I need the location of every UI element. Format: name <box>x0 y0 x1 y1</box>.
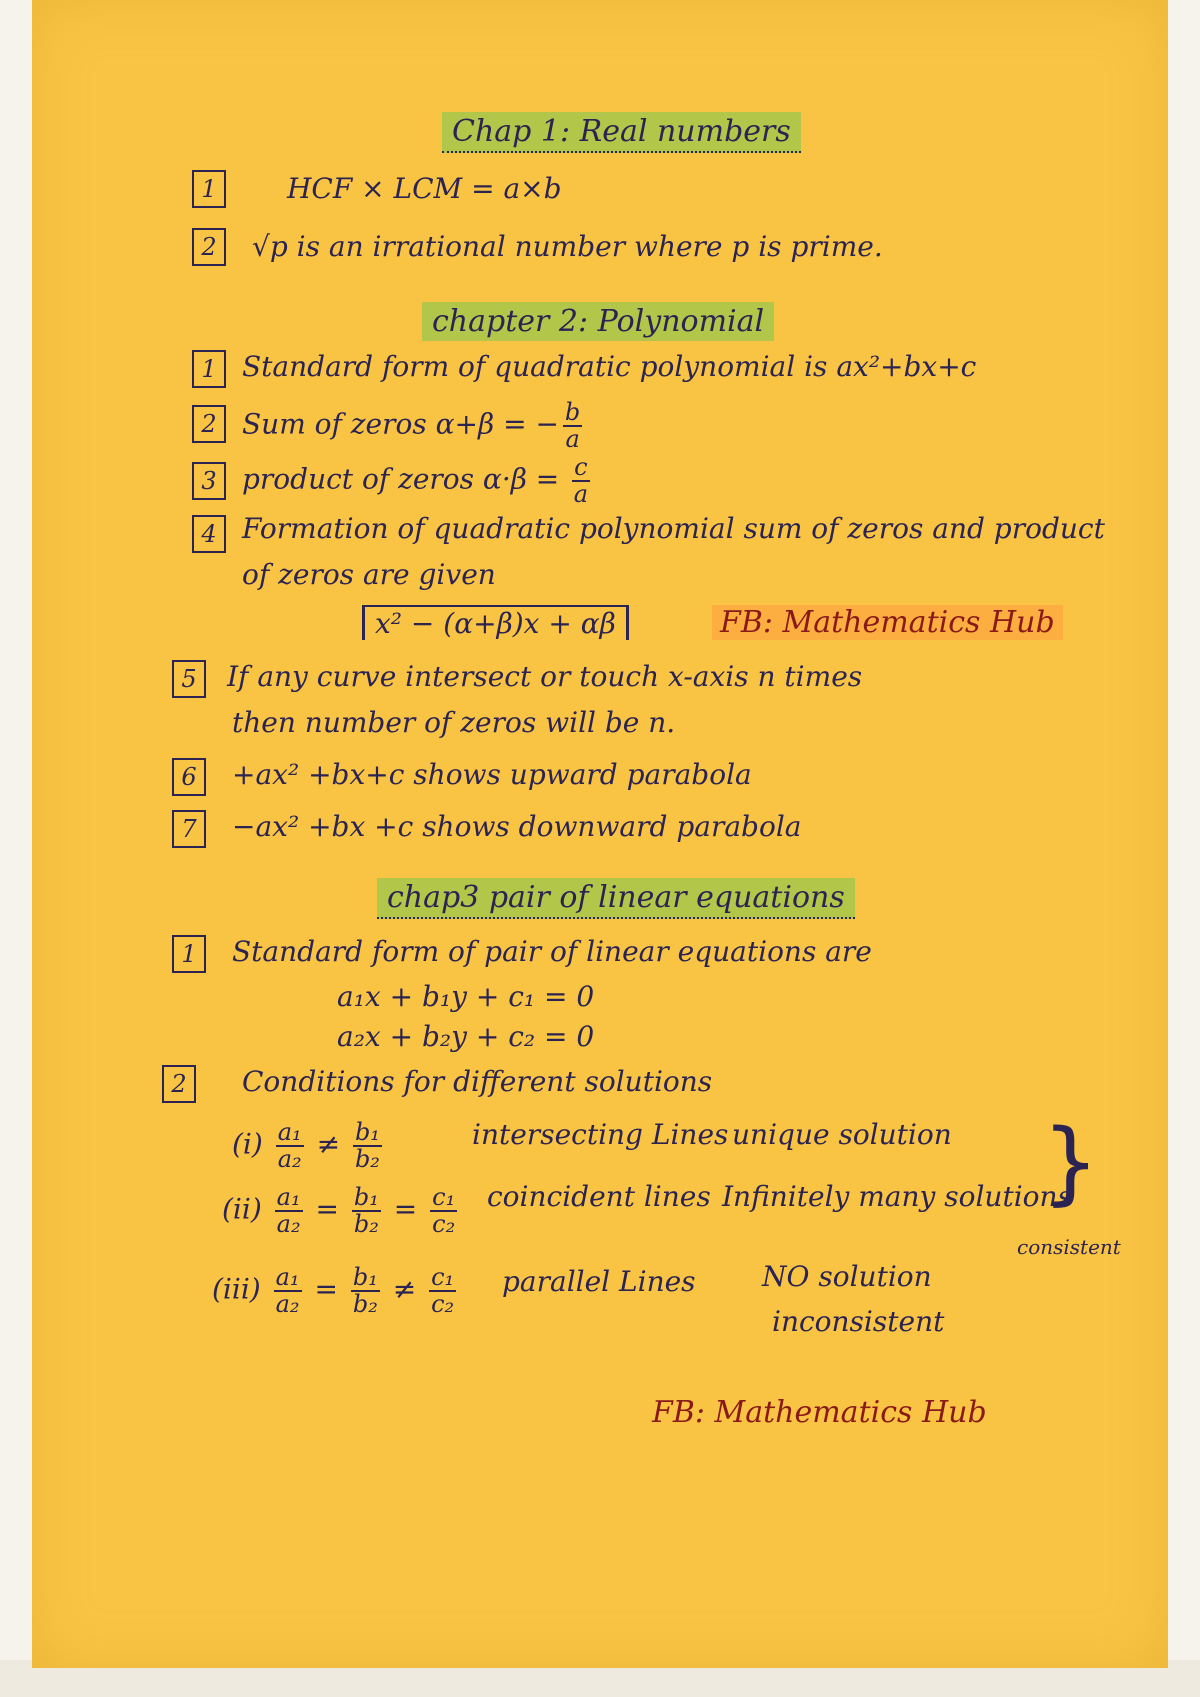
chap2-item1-text: Standard form of quadratic polynomial is ax²+bx+c <box>242 350 977 383</box>
chap2-item7-text: −ax² +bx +c shows downward parabola <box>232 810 802 843</box>
chap1-item2-number: 2 <box>192 228 226 266</box>
product-of-zeros-fraction <box>572 455 589 507</box>
notes-paper <box>32 0 1168 1668</box>
chap1-item1-text: HCF × LCM = a×b <box>287 172 562 205</box>
chap3-item2-number: 2 <box>162 1065 196 1103</box>
fb-watermark-middle: FB: Mathematics Hub <box>712 605 1063 640</box>
chap2-item6-text: +ax² +bx+c shows upward parabola <box>232 758 752 791</box>
condition-2-result: Infinitely many solutions <box>722 1180 1072 1213</box>
product-fraction-numerator: c <box>574 453 588 481</box>
condition-2-label: (ii) <box>222 1192 262 1226</box>
chap2-item4-number: 4 <box>192 515 226 553</box>
condition-1-frac-b: $\frac{\text{b₁}}{\text{b₂}}$ <box>354 1118 380 1174</box>
condition-3-relation: = <box>314 1272 338 1306</box>
product-of-zeros-label: product of zeros α·β = <box>242 462 569 496</box>
condition-2-frac-c: $\frac{\text{c₁}}{\text{c₂}}$ <box>432 1183 456 1239</box>
condition-1-label: (i) <box>232 1127 263 1161</box>
page-margin-right <box>1168 0 1200 1697</box>
condition-3-frac-c: $\frac{\text{c₁}}{\text{c₂}}$ <box>431 1263 455 1319</box>
consistent-brace: } <box>1042 1110 1100 1215</box>
product-fraction-denominator: a <box>573 480 589 509</box>
condition-1 <box>232 1120 386 1172</box>
linear-equation-2: a₂x + b₂y + c₂ = 0 <box>337 1020 595 1053</box>
fb-watermark-footer: FB: Mathematics Hub <box>652 1395 987 1430</box>
chap3-heading: chap3 pair of linear equations <box>377 878 855 919</box>
sum-fraction-numerator: b <box>564 398 581 426</box>
chap2-item2-number: 2 <box>192 405 226 443</box>
chap1-item2-text: √p is an irrational number where p is prime. <box>252 230 883 263</box>
sum-of-zeros-fraction <box>563 400 582 452</box>
chap2-item7-number: 7 <box>172 810 206 848</box>
page-margin-left <box>0 0 32 1697</box>
inconsistent-label: inconsistent <box>772 1305 945 1338</box>
chap2-item4-text-cont: of zeros are given <box>242 558 496 591</box>
chap3-item2-text: Conditions for different solutions <box>242 1065 713 1098</box>
sum-of-zeros-sign: − <box>535 407 559 441</box>
condition-3: (iii) $\frac{\text{a₁}}{\text{a₂}}$ = $\frac{\text{b₁}}{\text{b₂}}$ ≠ $\frac{\text{c₁}}{\text{c₂}}$ <box>212 1263 455 1319</box>
condition-3-desc: parallel Lines <box>502 1265 696 1298</box>
chap3-item1-text: Standard form of pair of linear equations are <box>232 935 872 968</box>
condition-3-frac-a: $\frac{\text{a₁}}{\text{a₂}}$ <box>275 1263 300 1319</box>
chap2-item1-number: 1 <box>192 350 226 388</box>
chap2-item3-text <box>242 455 594 507</box>
chap2-heading: chapter 2: Polynomial <box>422 302 774 341</box>
chap2-item5-number: 5 <box>172 660 206 698</box>
linear-equation-1: a₁x + b₁y + c₁ = 0 <box>337 980 595 1013</box>
chap2-item6-number: 6 <box>172 758 206 796</box>
condition-2-frac-a: $\frac{\text{a₁}}{\text{a₂}}$ <box>276 1183 301 1239</box>
chap2-item5-text: If any curve intersect or touch x-axis n times <box>227 660 863 693</box>
condition-1-frac-a: $\frac{\text{a₁}}{\text{a₂}}$ <box>277 1118 302 1174</box>
chap1-item1-number: 1 <box>192 170 226 208</box>
condition-1-result: unique solution <box>732 1118 952 1151</box>
chap2-item2-text <box>242 400 586 452</box>
condition-2: (ii) $\frac{\text{a₁}}{\text{a₂}}$ = $\frac{\text{b₁}}{\text{b₂}}$ = $\frac{\text{c₁}}{\text{c₂}}$ <box>222 1183 456 1239</box>
chap2-item5-text-cont: then number of zeros will be n. <box>232 706 676 739</box>
consistent-label: consistent <box>1017 1235 1121 1259</box>
condition-2-frac-b: $\frac{\text{b₁}}{\text{b₂}}$ <box>353 1183 379 1239</box>
chap3-item1-number: 1 <box>172 935 206 973</box>
chap1-heading: Chap 1: Real numbers <box>442 112 801 153</box>
condition-1-relation: ≠ <box>316 1127 341 1161</box>
chap2-item4-text: Formation of quadratic polynomial sum of zeros and product <box>242 512 1105 545</box>
condition-3-label: (iii) <box>212 1272 261 1306</box>
condition-1-desc: intersecting Lines <box>472 1118 729 1151</box>
condition-2-relation: = <box>315 1192 339 1226</box>
condition-3-frac-b: $\frac{\text{b₁}}{\text{b₂}}$ <box>352 1263 378 1319</box>
sum-fraction-denominator: a <box>565 425 580 454</box>
quadratic-formula-box: x² − (α+β)x + αβ <box>362 605 629 640</box>
condition-2-desc: coincident lines <box>487 1180 711 1213</box>
condition-3-result: NO solution <box>762 1260 932 1293</box>
chap2-item3-number: 3 <box>192 462 226 500</box>
sum-of-zeros-label: Sum of zeros α+β = <box>242 407 536 441</box>
